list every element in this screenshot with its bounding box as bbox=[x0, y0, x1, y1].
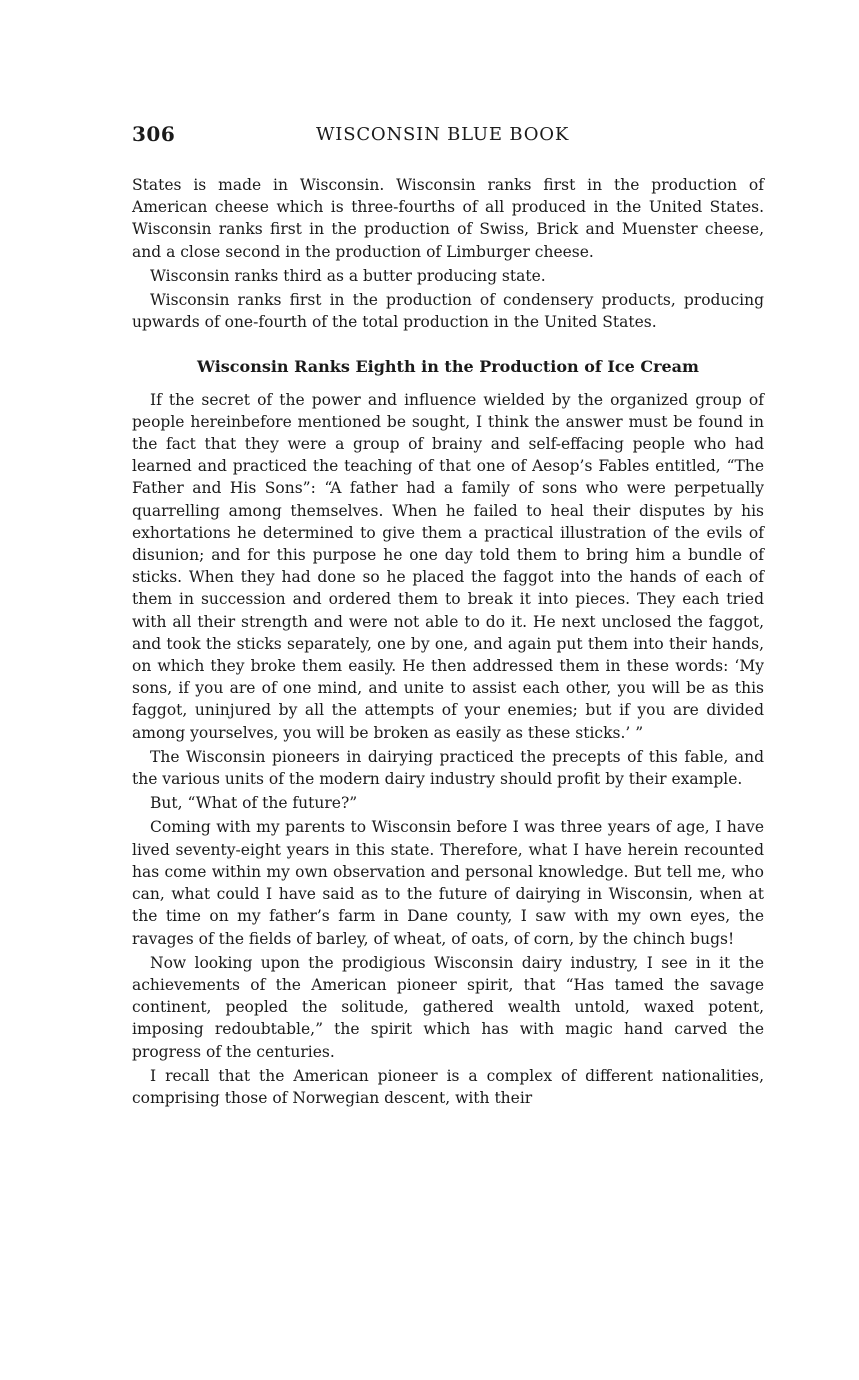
paragraph: Now looking upon the prodigious Wisconsin dairy industry, I see in it the achievements of the American pioneer spirit, that “Has tamed the savage continent, peopled the solitude, gathered wealth untold, waxed potent, imposing redoubtable,” the spirit which has with magic hand carved the progress of the centuries. bbox=[132, 953, 764, 1061]
paragraph: Coming with my parents to Wisconsin before I was three years of age, I have lived seventy-eight years in this state. Therefore, what I have herein recounted has come within my own observation and personal knowledge. But tell me, who can, what could I have said as to the future of dairying in Wisconsin, when at the time on my father’s farm in Dane county, I saw with my own eyes, the ravages of the fields of barley, of wheat, of oats, of corn, by the chinch bugs! bbox=[132, 818, 764, 948]
book-page bbox=[132, 122, 764, 1111]
paragraph: Wisconsin ranks third as a butter producing state. bbox=[150, 266, 546, 285]
page-number: 306 bbox=[132, 122, 176, 146]
running-head bbox=[132, 122, 764, 152]
section-heading: Wisconsin Ranks Eighth in the Production of Ice Cream bbox=[197, 357, 699, 377]
body-text bbox=[132, 174, 764, 1109]
paragraph: If the secret of the power and influence wielded by the organized group of people hereinbefore mentioned be sought, I think the answer must be found in the fact that they were a group of brainy and self-effacing people who had learned and practiced the teaching of that one of Aesop’s Fables entitled, “The Father and His Sons”: “A father had a family of sons who were perpetually quarrelling among themselves. When he failed to heal their disputes by his exhortations he determined to give them a practical illustration of the evils of disunion; and for this purpose he one day told them to bring him a bundle of sticks. When they had done so he placed the faggot into the hands of each of them in succession and ordered them to break it into pieces. They each tried with all their strength and were not able to do it. He next unclosed the faggot, and took the sticks separately, one by one, and again put them into their hands, on which they broke them easily. He then addressed them in these words: ‘My sons, if you are of one mind, and unite to assist each other, you will be as this faggot, uninjured by all the attempts of your enemies; but if you are divided among yourselves, you will be broken as easily as these sticks.’ ” bbox=[132, 390, 764, 742]
paragraph: Wisconsin ranks first in the production of condensery products, producing upwards of one-fourth of the total production in the United States. bbox=[132, 291, 764, 332]
paragraph: I recall that the American pioneer is a complex of different nationalities, comprising those of Norwegian descent, with their bbox=[132, 1066, 764, 1107]
paragraph: But, “What of the future?” bbox=[150, 794, 358, 813]
running-title: WISCONSIN BLUE BOOK bbox=[316, 124, 570, 145]
paragraph: The Wisconsin pioneers in dairying practiced the precepts of this fable, and the various units of the modern dairy industry should profit by their example. bbox=[132, 747, 764, 789]
paragraph: States is made in Wisconsin. Wisconsin ranks first in the production of American cheese which is three-fourths of all produced in the United States. Wisconsin ranks first in the production of Swiss, Brick and Muenster cheese, and a close second in the production of Limburger cheese. bbox=[132, 176, 764, 261]
